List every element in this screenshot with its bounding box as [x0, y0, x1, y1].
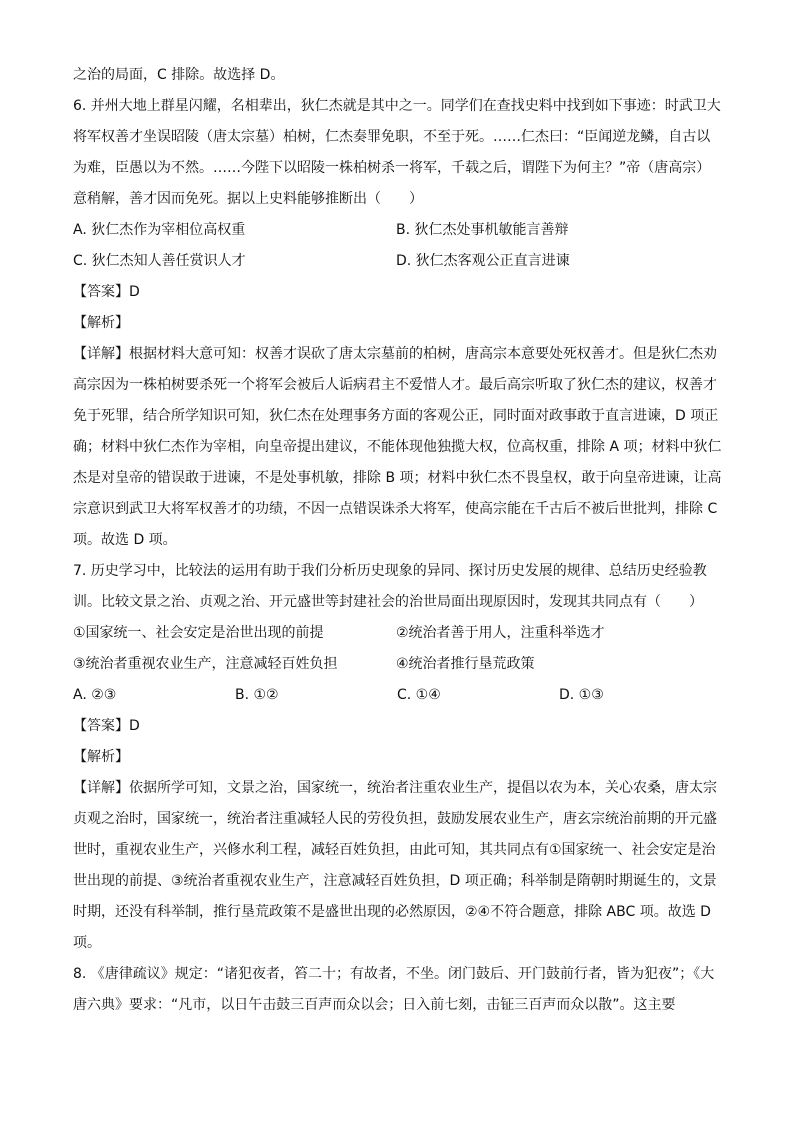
question-7-item-2: ②统治者善于用人，注重科举选才 — [396, 625, 605, 641]
question-6-stem: 6. 并州大地上群星闪耀，名相辈出，狄仁杰就是其中之一。同学们在查找史料中找到如下事迹：时武卫大将军权善才坐误昭陵（唐太宗墓）柏树，仁杰奏罪免职，不至于死。……仁杰曰：“臣闻逆龙鳞，自古以为难，臣愚以为不然。……今陛下以昭陵一株柏树杀一将军，千载之后，谓陛下为何主？”帝（唐高宗）意稍解，善才因而免死。据以上史料能够推断出（ ） — [73, 98, 721, 207]
document-page — [73, 60, 723, 1021]
question-8-stem: 8. 《唐律疏议》规定：“诸犯夜者，笞二十；有故者，不坐。闭门鼓后、开门鼓前行者，皆为犯夜”；《大唐六典》要求：“凡市，以日午击鼓三百声而众以会；日入前七刻，击钲三百声而众以散”。这主要 — [73, 966, 715, 1013]
question-7 — [73, 556, 723, 959]
question-7-option-a: A. ②③ — [73, 687, 117, 703]
question-6-answer: 【答案】D — [73, 284, 140, 300]
question-7-analysis-label: 【解析】 — [73, 749, 129, 765]
question-7-option-c: C. ①④ — [397, 687, 441, 703]
question-6-option-c: C. 狄仁杰知人善任赏识人才 — [73, 253, 246, 269]
question-7-option-b: B. ①② — [235, 687, 279, 703]
continuation-text: 之治的局面，C 排除。故选择 D。 — [73, 67, 285, 83]
question-8 — [73, 959, 723, 1021]
question-7-item-4: ④统治者推行垦荒政策 — [396, 656, 535, 672]
question-7-stem: 7. 历史学习中，比较法的运用有助于我们分析历史现象的异同、探讨历史发展的规律、总结历史经验教训。比较文景之治、贞观之治、开元盛世等封建社会的治世局面出现原因时，发现其共同点有（ ） — [73, 563, 707, 610]
question-6-options-row-2 — [73, 246, 723, 277]
question-7-options-row — [73, 680, 723, 711]
question-7-items-row-1 — [73, 618, 723, 649]
question-7-item-1: ①国家统一、社会安定是治世出现的前提 — [73, 625, 324, 641]
question-6-option-b: B. 狄仁杰处事机敏能言善辩 — [396, 222, 569, 238]
question-6-options-row-1 — [73, 215, 723, 246]
question-7-option-d: D. ①③ — [559, 687, 604, 703]
question-6-option-d: D. 狄仁杰客观公正直言进谏 — [396, 253, 570, 269]
question-6-detail: 【详解】根据材料大意可知：权善才误砍了唐太宗墓前的柏树，唐高宗本意要处死权善才。但是狄仁杰劝高宗因为一株柏树要杀死一个将军会被后人诟病君主不爱惜人才。最后高宗听取了狄仁杰的建议，权善才免于死罪，结合所学知识可知，狄仁杰在处理事务方面的客观公正，同时面对政事敢于直言进谏，D 项正确；材料中狄仁杰作为宰相，向皇帝提出建议，不能体现他独揽大权，位高权重，排除 A 项；材料中狄仁杰是对皇帝的错误敢于进谏，不是处事机敏，排除 B 项；材料中狄仁杰不畏皇权，敢于向皇帝进谏，让高宗意识到武卫大将军权善才的功绩，不因一点错误诛杀大将军，使高宗能在千古后不被后世批判，排除 C 项。故选 D 项。 — [73, 346, 722, 548]
question-7-item-3: ③统治者重视农业生产，注意减轻百姓负担 — [73, 656, 338, 672]
question-6-analysis-label: 【解析】 — [73, 315, 129, 331]
question-6-option-a: A. 狄仁杰作为宰相位高权重 — [73, 222, 246, 238]
question-6 — [73, 91, 723, 556]
question-7-items-row-2 — [73, 649, 723, 680]
question-7-answer: 【答案】D — [73, 718, 140, 734]
question-7-detail: 【详解】依据所学可知，文景之治，国家统一，统治者注重农业生产，提倡以农为本，关心农桑，唐太宗贞观之治时，国家统一，统治者注重减轻人民的劳役负担，鼓励发展农业生产，唐玄宗统治前期的开元盛世时，重视农业生产，兴修水利工程，减轻百姓负担，由此可知，其共同点有①国家统一、社会安定是治世出现的前提、③统治者重视农业生产，注意减轻百姓负担，D 项正确；科举制是隋朝时期诞生的，文景时期，还没有科举制，推行垦荒政策不是盛世出现的必然原因，②④不符合题意，排除 ABC 项。故选 D 项。 — [73, 780, 717, 951]
